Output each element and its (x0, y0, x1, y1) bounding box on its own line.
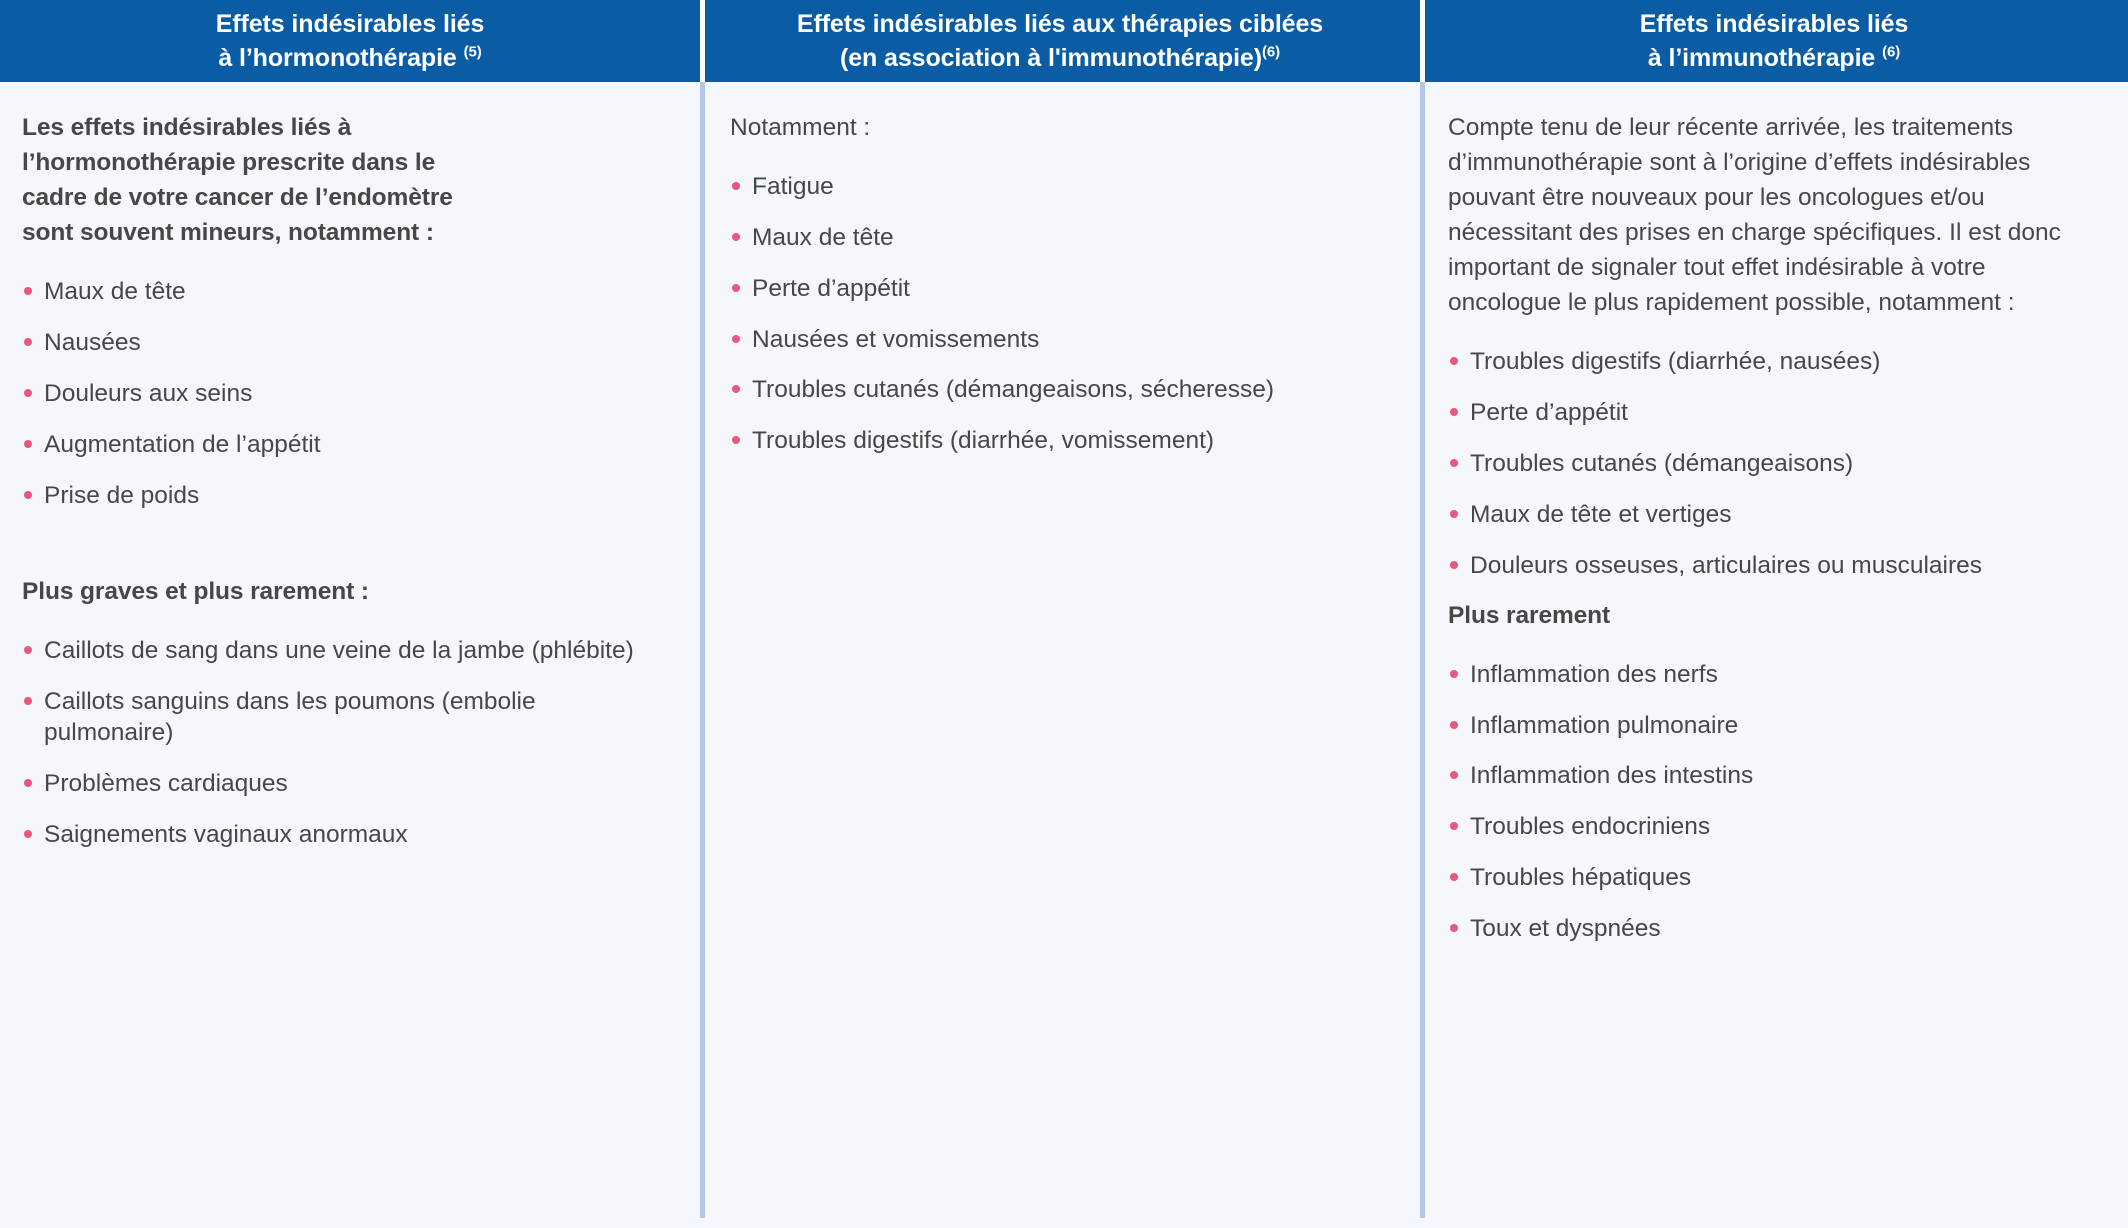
list-item (730, 324, 1390, 356)
list-item-label: Toux et dyspnées (1470, 914, 1661, 942)
bullet-dot-icon (1450, 561, 1458, 569)
bullet-dot-icon (732, 335, 740, 343)
list-item-label: Nausées (44, 328, 141, 356)
header-line-2-text: à l’hormonothérapie (218, 44, 457, 72)
list-item-label: Inflammation pulmonaire (1470, 711, 1739, 739)
header-line-2-text: à l’immunothérapie (1647, 44, 1876, 72)
header-line-2-text: (en association à l'immunothérapie) (839, 44, 1262, 72)
list-item (22, 819, 670, 851)
list-item-label: Troubles cutanés (démangeaisons) (1470, 449, 1854, 477)
bullet-dot-icon (732, 284, 740, 292)
intro-paragraph: Notamment : (730, 114, 871, 141)
spacer (1448, 581, 2100, 599)
list-item (22, 686, 670, 750)
list-item (1448, 760, 2100, 792)
column-hormonotherapie (0, 0, 700, 1228)
bullet-list-severe (22, 635, 670, 851)
bullet-dot-icon (24, 697, 32, 705)
bullet-list-rare (1448, 659, 2100, 945)
bullet-dot-icon (24, 779, 32, 787)
list-item-label: Fatigue (752, 173, 834, 201)
list-item (22, 768, 670, 800)
intro-paragraph: Compte tenu de leur récente arrivée, les traitements d’immunothérapie sont à l’origine d’effets indésirables pouvant être nouveaux pour les oncologues et/ou nécessitant des prises en charge spécifiques. Il est donc important de signaler tout effet indésirable à votre oncologue le plus rapidement possible, notamment : (1448, 114, 2061, 317)
list-item-label: Prise de poids (44, 481, 200, 509)
header-line-1: Effets indésirables liés (215, 10, 485, 38)
column-body-therapies-ciblees (700, 82, 1420, 1228)
list-item (22, 480, 670, 512)
column-header-therapies-ciblees (700, 0, 1420, 82)
list-item-label: Augmentation de l’appétit (44, 430, 321, 458)
bullet-dot-icon (1450, 822, 1458, 830)
list-item (22, 276, 670, 308)
list-item (1448, 397, 2100, 429)
bullet-dot-icon (1450, 721, 1458, 729)
column-immunotherapie (1420, 0, 2128, 1228)
list-item-label: Troubles endocriniens (1470, 813, 1711, 841)
list-item (1448, 811, 2100, 843)
bullet-dot-icon (732, 182, 740, 190)
list-item-label: Caillots sanguins dans les poumons (embolie pulmonaire) (44, 687, 536, 747)
bullet-list-effets (730, 171, 1390, 457)
list-item (22, 327, 670, 359)
list-item (22, 378, 670, 410)
spacer (22, 250, 670, 276)
intro-paragraph: Les effets indésirables liés à l’hormonothérapie prescrite dans le cadre de votre cancer de l’endomètre sont souvent mineurs, notamment : (22, 114, 453, 247)
column-divider-2 (1420, 0, 1425, 1218)
list-item (1448, 659, 2100, 691)
bullet-dot-icon (1450, 924, 1458, 932)
header-footnote-marker: (6) (1882, 43, 1901, 61)
header-line-1: Effets indésirables liés (1639, 10, 1909, 38)
list-item-label: Troubles cutanés (démangeaisons, sécheresse) (752, 376, 1275, 404)
subheading-plus-graves: Plus graves et plus rarement : (22, 578, 369, 606)
column-body-immunotherapie (1420, 82, 2128, 1228)
bullet-dot-icon (1450, 459, 1458, 467)
list-item-label: Saignements vaginaux anormaux (44, 821, 408, 849)
list-item (1448, 448, 2100, 480)
list-item-label: Troubles hépatiques (1470, 864, 1692, 892)
list-item-label: Troubles digestifs (diarrhée, nausées) (1470, 348, 1881, 376)
list-item (730, 374, 1390, 406)
list-item-label: Perte d’appétit (752, 274, 910, 302)
spacer (1448, 320, 2100, 346)
bullet-dot-icon (1450, 771, 1458, 779)
bullet-dot-icon (732, 436, 740, 444)
list-item-label: Nausées et vomissements (752, 325, 1040, 353)
header-footnote-marker: (6) (1261, 43, 1281, 61)
column-body-hormonotherapie (0, 82, 700, 1228)
list-item (1448, 862, 2100, 894)
bullet-dot-icon (1450, 357, 1458, 365)
header-footnote-marker: (5) (463, 43, 482, 61)
bullet-dot-icon (732, 233, 740, 241)
bullet-dot-icon (24, 491, 32, 499)
list-item (730, 273, 1390, 305)
bullet-dot-icon (24, 440, 32, 448)
column-therapies-ciblees (700, 0, 1420, 1228)
list-item-label: Caillots de sang dans une veine de la jambe (phlébite) (44, 636, 634, 664)
list-item-label: Maux de tête (752, 223, 894, 251)
list-item-label: Inflammation des intestins (1470, 762, 1754, 790)
list-item (1448, 499, 2100, 531)
column-header-immunotherapie (1420, 0, 2128, 82)
list-item (1448, 550, 2100, 582)
bullet-dot-icon (24, 830, 32, 838)
bullet-dot-icon (24, 338, 32, 346)
list-item-label: Douleurs aux seins (44, 379, 253, 407)
bullet-dot-icon (1450, 670, 1458, 678)
list-item (1448, 710, 2100, 742)
list-item (730, 171, 1390, 203)
list-item-label: Maux de tête et vertiges (1470, 500, 1732, 528)
column-header-hormonotherapie (0, 0, 700, 82)
header-line-2 (1648, 41, 1900, 75)
list-item (1448, 346, 2100, 378)
list-item (730, 222, 1390, 254)
list-item-label: Douleurs osseuses, articulaires ou musculaires (1470, 551, 1982, 579)
bullet-dot-icon (24, 389, 32, 397)
subheading-plus-rarement: Plus rarement (1448, 602, 1611, 630)
spacer (22, 609, 670, 635)
list-item-label: Perte d’appétit (1470, 399, 1628, 427)
header-line-1: Effets indésirables liés aux thérapies ciblées (796, 10, 1324, 38)
bullet-dot-icon (1450, 510, 1458, 518)
list-item (1448, 913, 2100, 945)
header-line-2 (840, 41, 1280, 75)
list-item-label: Troubles digestifs (diarrhée, vomissement) (752, 427, 1215, 455)
bullet-dot-icon (1450, 408, 1458, 416)
bullet-dot-icon (24, 287, 32, 295)
bullet-dot-icon (24, 646, 32, 654)
list-item (22, 635, 670, 667)
header-line-2 (218, 41, 481, 75)
list-item (730, 425, 1390, 457)
spacer (22, 511, 670, 575)
bullet-list-common (1448, 346, 2100, 581)
bullet-dot-icon (1450, 873, 1458, 881)
list-item-label: Problèmes cardiaques (44, 770, 288, 798)
bullet-list-minor (22, 276, 670, 511)
spacer (730, 145, 1390, 171)
list-item-label: Maux de tête (44, 278, 186, 306)
spacer (1448, 633, 2100, 659)
bullet-dot-icon (732, 385, 740, 393)
column-divider-1 (700, 0, 705, 1218)
list-item-label: Inflammation des nerfs (1470, 660, 1718, 688)
list-item (22, 429, 670, 461)
